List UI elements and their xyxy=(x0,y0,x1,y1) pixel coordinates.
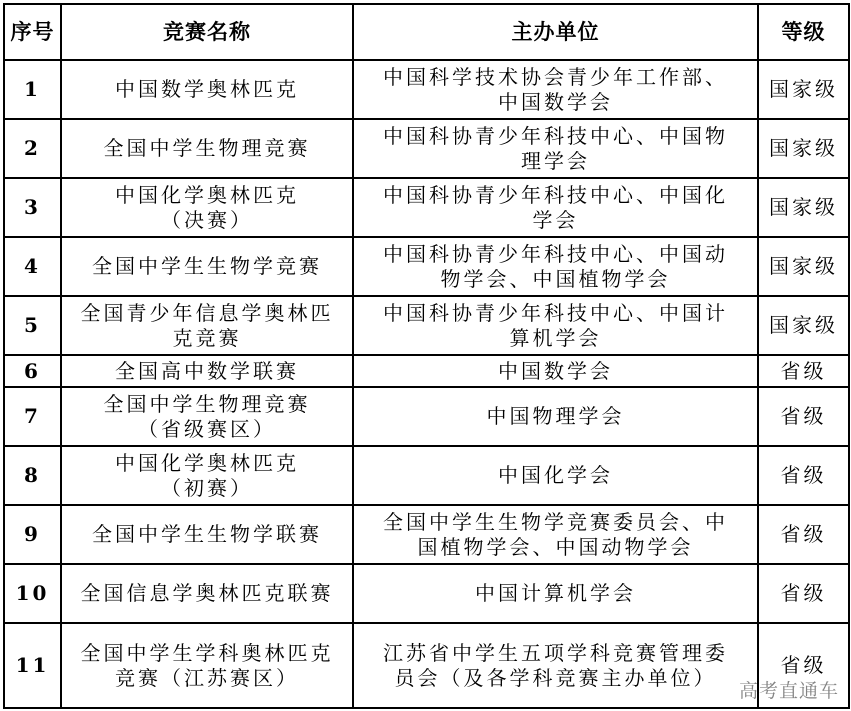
cell-name-line: （省级赛区） xyxy=(138,416,276,441)
cell-no: 6 xyxy=(4,355,61,387)
cell-no: 4 xyxy=(4,237,61,296)
cell-organizer xyxy=(353,387,758,446)
cell-organizer-line: 江苏省中学生五项学科竞赛管理委 xyxy=(383,640,728,665)
table-row xyxy=(4,387,849,446)
cell-name xyxy=(61,119,353,178)
cell-name xyxy=(61,60,353,119)
cell-name-line: 全国中学生学科奥林匹克 xyxy=(80,640,334,665)
cell-organizer-line: 算机学会 xyxy=(509,325,602,350)
cell-organizer-line: 物学会、中国植物学会 xyxy=(440,266,671,291)
cell-organizer xyxy=(353,237,758,296)
cell-name xyxy=(61,237,353,296)
cell-no: 2 xyxy=(4,119,61,178)
cell-organizer xyxy=(353,505,758,564)
watermark: 高考直通车 xyxy=(738,680,839,702)
cell-organizer-line: 中国科学技术协会青少年工作部、 xyxy=(383,64,728,89)
header-organizer: 主办单位 xyxy=(353,4,758,60)
header-no: 序号 xyxy=(4,4,61,60)
cell-organizer xyxy=(353,178,758,237)
cell-organizer-line: 员会（及各学科竞赛主办单位） xyxy=(394,665,717,690)
cell-organizer-line: 中国科协青少年科技中心、中国化 xyxy=(383,182,728,207)
cell-organizer xyxy=(353,296,758,355)
cell-organizer-line: 全国中学生生物学竞赛委员会、中 xyxy=(383,509,728,534)
header-level: 等级 xyxy=(758,4,849,60)
cell-no: 7 xyxy=(4,387,61,446)
table-row xyxy=(4,237,849,296)
cell-organizer-line: 中国计算机学会 xyxy=(475,581,636,605)
table-row xyxy=(4,60,849,119)
cell-name-line: （初赛） xyxy=(161,475,253,500)
cell-name-line: 全国高中数学联赛 xyxy=(115,358,299,383)
cell-level: 省级 xyxy=(758,446,849,505)
header-name: 竞赛名称 xyxy=(61,4,353,60)
table-row xyxy=(4,505,849,564)
cell-level: 国家级 xyxy=(758,119,849,178)
cell-no: 11 xyxy=(4,623,61,708)
cell-name xyxy=(61,296,353,355)
cell-name xyxy=(61,623,353,708)
table-row xyxy=(4,119,849,178)
cell-name-line: 全国中学生物理竞赛 xyxy=(103,391,311,416)
cell-name-line: 竞赛（江苏赛区） xyxy=(115,665,299,690)
cell-level: 省级 xyxy=(758,355,849,387)
cell-no: 10 xyxy=(4,564,61,623)
cell-no: 1 xyxy=(4,60,61,119)
cell-name-line: 中国化学奥林匹克 xyxy=(115,450,299,475)
table-row xyxy=(4,296,849,355)
cell-name xyxy=(61,446,353,505)
cell-level: 国家级 xyxy=(758,178,849,237)
cell-name xyxy=(61,355,353,387)
cell-name-line: 全国中学生生物学竞赛 xyxy=(92,254,322,278)
cell-organizer-line: 中国数学会 xyxy=(498,89,613,114)
cell-organizer-line: 学会 xyxy=(532,207,579,232)
cell-no: 3 xyxy=(4,178,61,237)
table-row xyxy=(4,564,849,623)
cell-organizer-line: 中国科协青少年科技中心、中国动 xyxy=(383,241,728,266)
table-row xyxy=(4,623,849,708)
table-row xyxy=(4,355,849,387)
cell-organizer xyxy=(353,355,758,387)
cell-organizer-line: 中国物理学会 xyxy=(486,404,625,428)
cell-level: 国家级 xyxy=(758,237,849,296)
table-row xyxy=(4,446,849,505)
cell-level: 国家级 xyxy=(758,60,849,119)
cell-level: 省级 xyxy=(758,505,849,564)
cell-no: 5 xyxy=(4,296,61,355)
cell-level: 国家级 xyxy=(758,296,849,355)
cell-organizer xyxy=(353,564,758,623)
cell-level: 省级 xyxy=(758,623,849,708)
cell-organizer xyxy=(353,60,758,119)
cell-organizer-line: 中国数学会 xyxy=(498,358,613,383)
header-row xyxy=(4,4,849,60)
cell-organizer-line: 理学会 xyxy=(521,148,590,173)
cell-name-line: 克竞赛 xyxy=(172,325,242,350)
cell-organizer-line: 中国化学会 xyxy=(498,463,613,487)
cell-organizer xyxy=(353,446,758,505)
cell-level: 省级 xyxy=(758,564,849,623)
cell-name-line: 中国化学奥林匹克 xyxy=(115,182,299,207)
cell-name-line: 全国中学生物理竞赛 xyxy=(103,136,311,160)
cell-no: 9 xyxy=(4,505,61,564)
cell-name-line: 全国青少年信息学奥林匹 xyxy=(80,300,334,325)
cell-organizer xyxy=(353,623,758,708)
cell-name-line: 中国数学奥林匹克 xyxy=(115,77,299,101)
cell-name xyxy=(61,387,353,446)
competition-table xyxy=(3,3,850,709)
cell-organizer-line: 国植物学会、中国动物学会 xyxy=(417,534,694,559)
table-row xyxy=(4,178,849,237)
cell-name xyxy=(61,178,353,237)
cell-no: 8 xyxy=(4,446,61,505)
cell-name-line: （决赛） xyxy=(161,207,253,232)
cell-name-line: 全国信息学奥林匹克联赛 xyxy=(80,581,334,605)
cell-organizer-line: 中国科协青少年科技中心、中国计 xyxy=(383,300,728,325)
cell-organizer-line: 中国科协青少年科技中心、中国物 xyxy=(383,123,728,148)
cell-name xyxy=(61,564,353,623)
cell-name xyxy=(61,505,353,564)
cell-organizer xyxy=(353,119,758,178)
cell-name-line: 全国中学生生物学联赛 xyxy=(92,522,322,546)
cell-level: 省级 xyxy=(758,387,849,446)
